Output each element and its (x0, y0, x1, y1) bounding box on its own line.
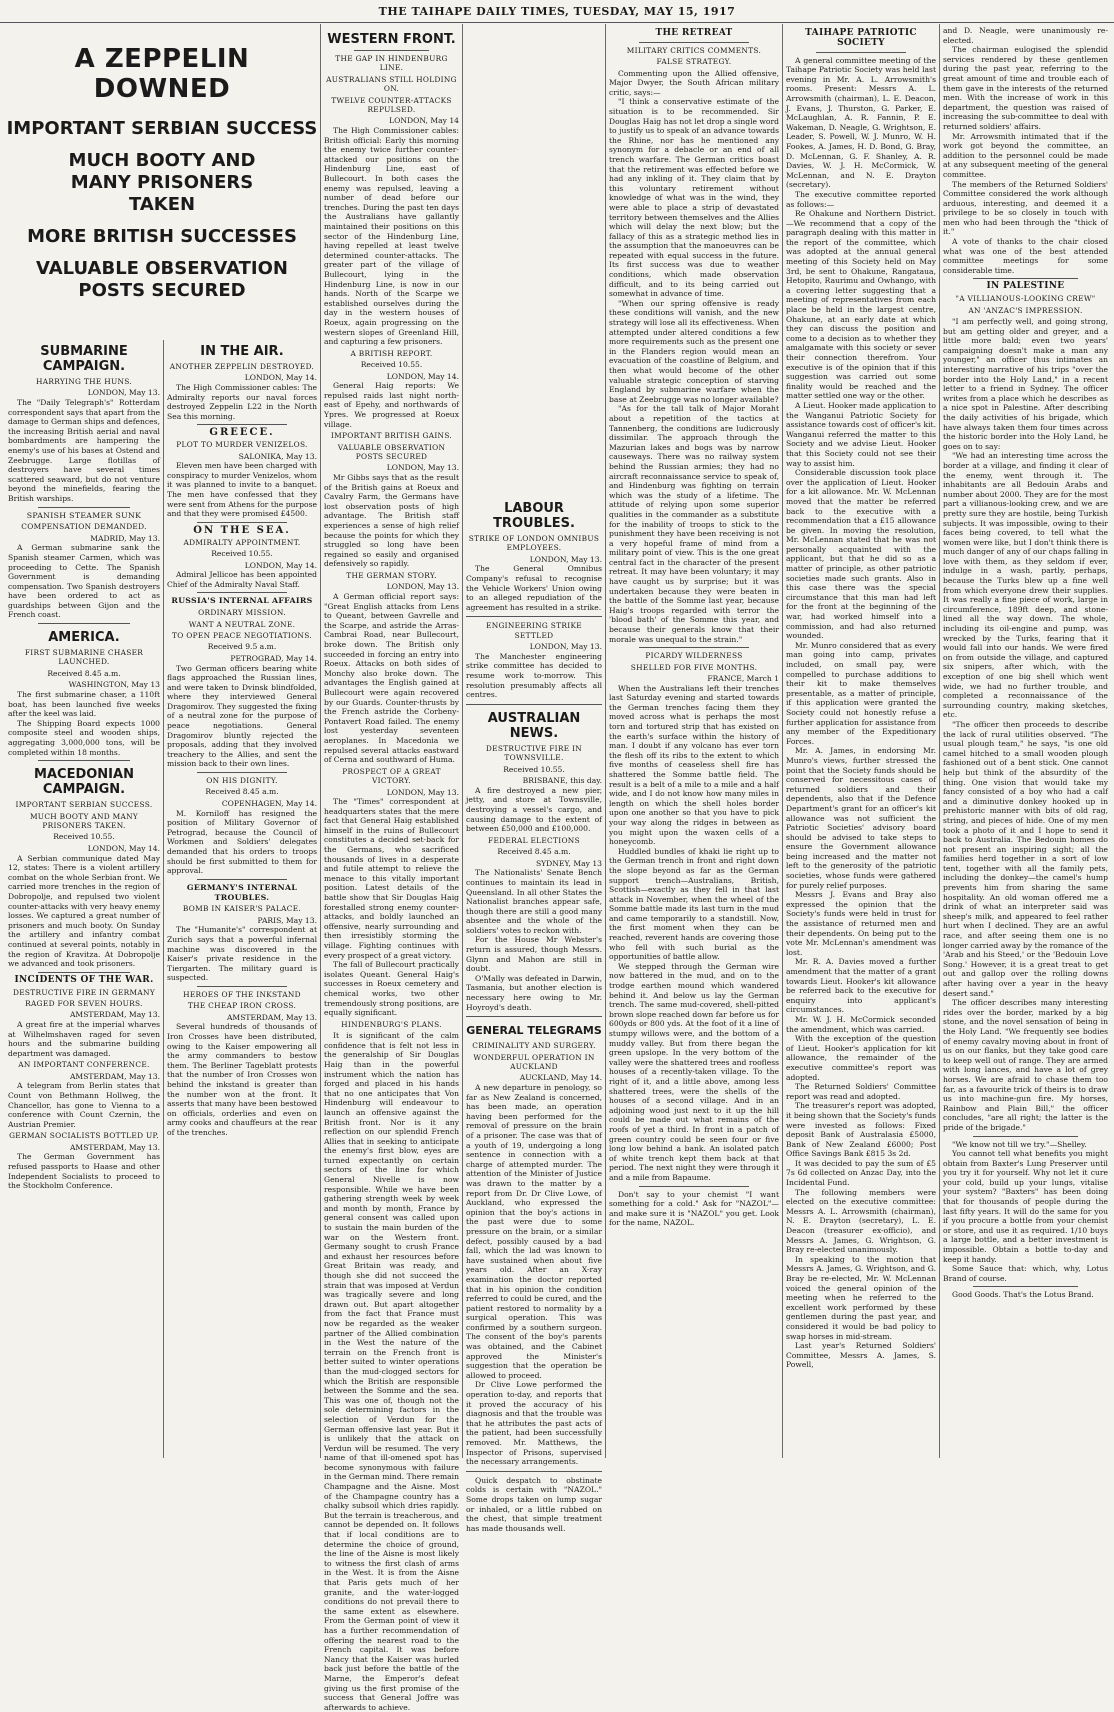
picardy-heading: PICARDY WILDERNESS (645, 651, 743, 661)
article-text: A vote of thanks to the chair closed what was one of the best attended committee meetings for some considerable time. (943, 237, 1108, 275)
macedonian-sub1: IMPORTANT SERBIAN SUCCESS. (15, 800, 153, 810)
western-heading: WESTERN FRONT. (327, 32, 456, 47)
article-text: A German official report says: "Great English attacks from Lens to Queant, between Gavrelle and the Scarpe, and astride the Arras-Cambrai Road, near Bullecourt, broke down. The British only succeeded in forcing an entry into Roeux. Attacks on both sides of Monchy also broke down. The advantages the English gained at Bullecourt were again recovered by our Guards. Counter-thrusts by the French astride the Corbeny-Pontavert Road failed. The enemy lost yesterday seventeen aeroplanes. In Macedonia we repulsed several attacks eastward of Cerna and southward of Huma. (324, 592, 459, 765)
socialists-heading: GERMAN SOCIALISTS BOTTLED UP. (9, 1131, 159, 1141)
received-time: Received 10.55. (503, 764, 565, 774)
plans-heading: HINDENBURG'S PLANS. (341, 1019, 442, 1029)
article-text: In speaking to the motion that Messrs A. James, G. Wrightson, and G. Bray be re-elected, Mr. W. McLennan voiced the general opinion of the meeting when he referred to the excellent work performed by these gentlemen during the past year, and considered it would be bad policy to swap horses in mid-stream. (786, 1254, 936, 1341)
article-text: The chairman eulogised the splendid services rendered by these gentlemen during the past year, referring to the great amount of time and trouble each of them gave in the interests of the returned men. With the increase of work in this department, the question was raised of increasing the sub-committee to deal with returned soldiers' affairs. (943, 45, 1108, 131)
article-text: The officer describes many interesting rides over the border, marked by a big stone, and the novel sensation of being in the Holy Land. "We frequently see bodies of enemy cavalry moving about in front of us on our flanks, but they take good care to keep well out of range. They are armed with long lances, and have a lot of grey horses. We are afraid to chase them too far, as a favourite trick of theirs is to draw us into machine-gun fire. My horses, Rainbow and Plain Bill," the officer concludes, "are all right; the latter is the pride of the brigade." (943, 998, 1108, 1132)
dateline: FRANCE, March 1 (707, 674, 779, 684)
article-text: Dr Clive Lowe performed the operation to-day, and reports that it proved the accuracy of his diagnosis and that the trouble was that he attributes the past acts of the patient, had been successfully removed. Mr. Matthews, the Inspector of Prisons, supervised the necessary arrangements. (466, 1380, 602, 1467)
article-text: A Lieut. Hooker made application to the Wanganui Patriotic Society for assistance towards cost of officer's kit. Wanganui referred the matter to this Society and we advise Lieut. Hooker that this Society could not see their way to assist him. (786, 400, 936, 468)
article-text: "I think a conservative estimate of the situation is to be recommended. Sir Douglas Haig has not let drop a single word to justify us to speak of an advance towards the Rhine, nor has he mentioned any synonym for a debacle or an end of all trench warfare. The German critics boast that the retirement was effected before we had any inkling of it. They claim that by this voluntary retirement without knowledge of what was in the wind, they were able to place a strip of devastated territory between themselves and the Allies which will delay the next blow; but the fallacy of this as a strategic method lies in the assumption that the manoeuvres can be repeated with equal success in the future. Its first success was due to weather conditions, which made observation difficult, and to its being carried out somewhat in advance of time. (609, 97, 779, 299)
column-1b (167, 338, 317, 1458)
tel-sub1: CRIMINALITY AND SURGERY. (472, 1041, 596, 1051)
headline-british: MORE BRITISH SUCCESSES (27, 226, 297, 247)
submarine-subheading: HARRYING THE HUNS. (35, 377, 132, 386)
retreat-sub1: MILITARY CRITICS COMMENTS. (626, 45, 762, 55)
dateline: LONDON, May 13. (386, 787, 459, 797)
dateline: BRISBANE, this day. (522, 776, 602, 786)
palestine-heading: IN PALESTINE (986, 281, 1065, 292)
retreat-sub2: FALSE STRATEGY. (656, 57, 732, 67)
article-text: We stepped through the German wire now battered in the mud, and on to the trodge earthen mound which wandered behind it. And below us lay the German trench. The same mud-covered, shell-pitted brown slope reached down far before us for 600yds or 800 yds. At the foot of it a line of stumpy willows were, and the bottom of a muddy valley. But from there began the green upslope. In the very bottom of the valley were the shattered trees and roofless houses of a recently-taken village. To the right of it, and a little above, among less shattered trees, were the shells of the houses of a second village. And in an adjoining wood just next to it up the hill could be made out what remains of the roofs of yet a third. In front in a patch of green country could be seen four or five long low behind a bank. An isolated patch of white trench kept them back at that period. The next night they were through it and a mile from Bapaume. (609, 961, 779, 1182)
column-5 (943, 26, 1108, 1458)
dateline: LONDON, May 14. (244, 560, 317, 570)
masthead-title: THE TAIHAPE DAILY TIMES, TUESDAY, MAY 15, 1917 (378, 5, 736, 18)
article-text: The Nationalists' Senate Bench continues to maintain its lead in Queensland. In all other States the Nationalist branches appear safe, though there are still a good many absentee and the whole of the soldiers' votes to reckon with. (466, 868, 602, 935)
article-text: The following members were elected on the executive committee: Messrs A. L. Arrowsmith (chairman), N. E. Drayton (secretary), L. E. Deacon (treasurer ex-officio), and Messrs A. James, G. Wrightson, G. Bray re-elected unanimously. (786, 1187, 936, 1255)
picardy-subheading: SHELLED FOR FIVE MONTHS. (630, 662, 758, 672)
conference-heading: AN IMPORTANT CONFERENCE. (18, 1060, 150, 1070)
advert-quote: "We know not till we try."—Shelley. (952, 1139, 1087, 1149)
article-text: The members of the Returned Soldiers' Committee considered the work although arduous, interesting, and deemed it a privilege to be so closely in touch with men who had been through the "thick of it." (943, 179, 1108, 237)
spanish-heading: SPANISH STEAMER SUNK (26, 510, 142, 520)
dateline: AMSTERDAM, May 13. (226, 1012, 317, 1022)
dignity-heading: ON HIS DIGNITY. (206, 776, 278, 786)
article-text: and D. Neagle, were unanimously re-elected. (943, 26, 1108, 45)
article-text: A new departure in penology, so far as New Zealand is concerned, has been made, an operation having been performed for the removal of pressure on the brain of a prisoner. The case was that of a youth of 19, undergoing a long sentence in connection with a charge of attempted murder. The attention of the Minister of Justice was drawn to the matter by a report from Dr. Dr Clive Lowe, of Auckland, who expressed the opinion that the boy's actions in the past were due to some pressure on the brain, or a similar defect, possibly caused by a bad fall, which the lad was known to have sustained when about five years old. After an X-ray examination the doctor reported that in his opinion the condition referred to could be cured, and the patient restored to normality by a surgical operation. This was confirmed by a southern surgeon. The consent of the boy's parents was obtained, and the Cabinet approved the Minister's suggestion that the operation be allowed to proceed. (466, 1083, 602, 1380)
retreat-heading: THE RETREAT (655, 28, 733, 38)
article-text: The High Commissioner cables: The Admiralty reports our naval forces destroyed Zeppelin L22 in the North Sea this morning. (167, 383, 317, 421)
article-text: Two German officers bearing white flags approached the Russian lines, and were taken to Dvinsk blindfolded, where they interviewed General Dragomirov. They suggested the fixing of a neutral zone for the purpose of peace negotiations. General Dragomirov bluntly rejected the proposals, adding that they involved treachery to the Allies, and sent the mission back to their own lines. (167, 663, 317, 769)
macedonian-sub2: MUCH BOOTY AND MANY PRISONERS TAKEN. (29, 811, 139, 831)
article-text: Mr. Munro considered that as every man going into camp, privates included, on small pay, were compelled to purchase additions to their kit to make themselves presentable, as a matter of principle, if this application were granted the Society could not honestly refuse a further application for assistance from any member of the Expeditionary Forces. (786, 640, 936, 746)
incidents-sub2: RAGED FOR SEVEN HOURS. (25, 998, 143, 1008)
column-1a (8, 338, 160, 1458)
front-headlines (6, 26, 318, 326)
gains-heading: IMPORTANT BRITISH GAINS. (330, 431, 453, 441)
air-heading: IN THE AIR. (200, 344, 284, 359)
prospect-heading: PROSPECT OF A GREAT VICTORY. (342, 766, 441, 786)
macedonian-heading: MACEDONIAN CAMPAIGN. (34, 767, 134, 798)
article-text: The "Humanite's" correspondent at Zurich says that a powerful infernal machine was discovered in the Kaiser's private residence in the Tiergarten. The military guard is suspected. (167, 925, 317, 983)
article-text: Last year's Returned Soldiers' Committee, Messrs A. James, S. Powell, (786, 1341, 936, 1370)
received-time: Received 10.55. (53, 832, 115, 842)
tel-sub2: WONDERFUL OPERATION IN AUCKLAND (473, 1052, 595, 1072)
dateline: AMSTERDAM, May 13. (69, 1010, 160, 1020)
dateline: SYDNEY, May 13 (535, 858, 602, 868)
sea-heading: ON THE SEA. (193, 524, 291, 536)
headline-observation: VALUABLE OBSERVATION POSTS SECURED (36, 258, 288, 301)
greece-subheading: PLOT TO MURDER VENIZELOS. (176, 440, 308, 450)
article-text: Re Ohakune and Northern District.—We recommend that a copy of the paragraph dealing with this matter in the report of the committee, which was adopted at the annual general meeting of this Society held on May 3rd, be sent to Ohakune, Rangataua, Hetopito, Raurimu and Owhango, with a covering letter suggesting that a meeting of representatives from each place be held in the largest centre, Ohakune, at an early date at which they can discuss the position and come to a decision as to whether they amalgamate with this society or sever their connection therefrom. Your executive is of the opinion that if this suggestion was carried out some finality would be reached and the matter settled one way or the other. (786, 209, 936, 401)
article-text: Commenting upon the Allied offensive, Major Dwyer, the South African military critic, says:— (609, 68, 779, 97)
column-4 (786, 26, 936, 1458)
headline-zeppelin: A ZEPPELIN DOWNED (74, 44, 250, 104)
article-text: Several hundreds of thousands of Iron Crosses have been distributed, owing to the Kaiser empowering all the army commanders to bestow them. The Berliner Tageblatt protests that the number of Iron Crosses won behind the inkstand is greater than the number won at the front. It asserts that many have been bestowed on officials, orderlies and even on army cooks and chauffeurs at the rear of the trenches. (167, 1022, 317, 1137)
article-text: General Haig reports: We repulsed raids last night north-east of Epehy, and northwards of Ypres. We progressed at Roeux village. (324, 381, 459, 429)
dateline: LONDON, May 14. (386, 371, 459, 381)
palestine-sub1: "A VILLIANOUS-LOOKING CREW" (955, 294, 1096, 304)
article-text: The General Omnibus Company's refusal to recognise the Vehicle Workers' Union owing to an alleged repudiation of the agreement has resulted in a strike. (466, 564, 602, 612)
tel-heading: GENERAL TELEGRAMS (466, 1024, 602, 1038)
dateline: AMSTERDAM, May 13. (69, 1142, 160, 1152)
incidents-sub1: DESTRUCTIVE FIRE IN GERMANY (13, 987, 155, 997)
advert-text: Good Goods. That's the Lotus Brand. (952, 1290, 1094, 1300)
article-text: Messrs J. Evans and Bray also expressed the opinion that the Society's funds were held in trust for the assistance of returned men and their dependents. On being put to the vote Mr. McLennan's amendment was lost. (786, 890, 936, 957)
dateline: SALONIKA, May 13. (238, 451, 317, 461)
gains-subheading: VALUABLE OBSERVATION POSTS SECURED (337, 442, 446, 462)
column-2 (324, 26, 459, 1712)
labour-heading: LABOUR TROUBLES. (493, 501, 575, 531)
dateline: MADRID, May 13. (90, 533, 160, 543)
article-text: "As for the tall talk of Major Moraht about a repetition of the tactics at Tannenberg, the conditions are ludicrously dissimilar. The approach through the Mazurian lakes and bogs was by narrow causeways. There was no railway system behind the Russian armies; they had no aircraft reconnaissance service to speak of, and Hindenburg was fighting on terrain which was the study of a lifetime. The attitude of relying upon some superior qualities in the commander as a substitute for the inability of troops to stick to the punishment they have been receiving is not a very hopeful frame of mind from a military point of view. This is the one great central fact in the character of the present retreat. It may have been voluntary; it may have caught us by surprise; but it was undertaken because they were beaten in the battle of the Somme last year, because Haig's troops regarded with terror the 'blood bath' of the Somme this year, and because their generals know that their morale was unequal to the strain." (609, 404, 779, 644)
article-text: Mr. A. James, in endorsing Mr. Munro's views, further stressed the point that the Society funds should be conserved for necessitous cases of returned soldiers and their dependents, also that if the Defence Department's grant for an officer's kit allowance was not sufficient the Patriotic Societies' advisory board should be advised to take steps to ensure the Government allowance being increased and the matter not left to the generosity of the patriotic societies, whose funds were gathered for purely relief purposes. (786, 746, 936, 890)
western-sub1: THE GAP IN HINDENBURG LINE. (335, 54, 448, 73)
article-text: "The officer then proceeds to describe the lack of rural utilities observed. "The usual plough team," he says, "is one old camel hitched to a small wooden plough fashioned out of a bent stick. One cannot help but think of the absurdity of the thing. One vision that would take my fancy consisted of a boy who had a calf and a diminutive donkey hooked up in prehistoric manner with bits of old rag, string, and pieces of hide. One of my men took a photo of it and I hope to send it back to Australia. The Bedouin homes do not present an inspiring sight; all the families herd together in a sort of low tent, together with all the family pets, including the donkey—the camel's hump prevents him from sharing the same hospitality. An old woman offered me a drink of what an interpreter said was sheep's milk, and appeared to feel rather hurt when I declined. They are an awful race, and after seeing them one is no longer carried away by the romance of the 'Arab and his Steed,' or the 'Bedouin Love Song.' However, it is a great treat to get out and gallop over the rolling downs after having over a year in the heavy desert sand." (943, 719, 1108, 998)
greece-heading: GREECE. (209, 427, 275, 439)
article-text: O'Mally was defeated in Darwin, Tasmania, but another election is necessary here owing to Mr. Hoyroyd's death. (466, 973, 602, 1012)
article-text: Mr. Arrowsmith intimated that if the work got beyond the committee, an addition to the personnel could be made at any subsequent meeting of the general committee. (943, 131, 1108, 179)
fed-heading: FEDERAL ELECTIONS (488, 835, 580, 845)
article-text: A telegram from Berlin states that Count von Bethmann Hollweg, the Chancellor, has gone to Vienna to a conference with Count Czernin, the Austrian Premier. (8, 1081, 160, 1129)
advert-text: Quick despatch to obstinate colds is certain with "NAZOL." Some drops taken on lump sugar or inhaled, or a little rubbed on the chest, that simple treatment has made thousands well. (466, 1475, 602, 1533)
article-text: "We had an interesting time across the border at a village, and finding it clear of the enemy, went through it. The inhabitants are all Bedouin Arabs and number about 2000. They are for the most part a villianous-looking crew, and we are pretty sure they are hostile, being Turkish subjects. It was impossible, owing to their faces being covered, to tell what the women were like, but I don't think there is much danger of any of our chaps falling in love with them, as they seldom if ever, indulge in a wash, partly, perhaps, because the Turks blew up a fine well from which everyone drew their supplies. It was really a fine piece of work, large in circumference, 189ft deep, and stone-lined all the way down. The whole, including its oil-engine and pump, was wrecked by the Turks, fearing that it would fall into our hands. We were fired on from outside the village, and captured six snipers, after which, with the exception of one big shell which went wide, we had no further trouble, and completed a reconnaissance of the surrounding country, making sketches, etc. (943, 451, 1108, 720)
dateline: PARIS, May 13. (257, 915, 317, 925)
article-text: Considerable discussion took place over the application of Lieut. Hooker for a kit allowance. Mr. W. McLennan moved that the matter be referred back to the executive with a recommendation that a £15 allowance be given. In moving the resolution, Mr. McLennan stated that he was not personally acquainted with the applicant, but that he did so as a matter of principle, as other patriotic societies made such grants. Also in this case there was the special circumstance that this man had left for the front at the beginning of the war, had worked himself into a commission, and had also returned wounded. (786, 468, 936, 641)
received-time: Received 8.45 a.m. (497, 847, 571, 857)
aus-heading: AUSTRALIAN NEWS. (487, 710, 581, 741)
article-text: A fire destroyed a new pier, jetty, and store at Townsville, destroying a vessel's cargo, and causing damage to the extent of between £50,000 and £100,000. (466, 785, 602, 834)
sea-subheading: ADMIRALTY APPOINTMENT. (183, 537, 301, 547)
report-heading: A BRITISH REPORT. (350, 348, 433, 358)
article-text: The High Commissioner cables: British official: Early this morning the enemy twice further counter-attacked our positions on the Hindenburg Line, east of Bullecourt. In both cases the enemy was repulsed, leaving a number of dead before our trenches. During the past ten days the Australians have gallantly maintained their positions on this sector of the Hindenburg Line, having repelled at least twelve determined counter-attacks. The greater part of the village of Bullecourt, lying in the Hindenburg Line, is now in our hands. North of the Scarpe we established ourselves during the day in the western houses of Roeux, again progressing on the western slopes of Greenland Hill, and capturing a few prisoners. (324, 126, 459, 347)
russia-sub2: WANT A NEUTRAL ZONE. (188, 619, 296, 629)
article-text: The treasurer's report was adopted, it being shown that the Society's funds were invested as follows: Fixed deposit Bank of Australasia £5000, Bank of New Zealand £6000; Post Office Savings Bank £815 3s 2d. (786, 1101, 936, 1159)
article-text: Huddled bundles of khaki lie right up to the German trench in front and right down the slope beyond as far as the German support trench—Australians, British, Scottish—exactly as they fell in that last attack in November, when the wheel of the Somme battle made its last turn in the mud and came temporarily to a standstill. Now, the first moment when they can be reached, reverent hands are covering those who fell with such burial as the opportunities of battle allow. (609, 846, 779, 962)
received-time: Received 10.55. (360, 360, 423, 370)
article-text: The fall of Bullecourt practically isolates Queant. General Haig's successes in Roeux cemetery and chemical works, two other tremendously strong positions, are equally significant. (324, 960, 459, 1018)
dateline: LONDON, May 13. (87, 388, 160, 398)
article-text: Admiral Jellicoe has been appointed Chief of the Admiralty Naval Staff. (167, 570, 317, 589)
article-text: The Manchester engineering strike committee has decided to resume work to-morrow. This resolution presumably affects all centres. (466, 651, 602, 700)
labour-subheading: STRIKE OF LONDON OMNIBUS EMPLOYEES. (468, 534, 600, 553)
article-text: With the exception of the question of Lieut. Hooker's application for kit allowance, the remainder of the executive committee's report was adopted. (786, 1034, 936, 1082)
article-text: The executive committee reported as follows:— (786, 189, 936, 209)
received-time: Received 8.45 a.m. (47, 668, 121, 678)
air-subheading: ANOTHER ZEPPELIN DESTROYED. (169, 362, 315, 371)
dateline: COPENHAGEN, May 14. (221, 799, 317, 809)
spanish-subheading: COMPENSATION DEMANDED. (21, 522, 147, 532)
article-text: The German Government has refused passports to Haase and other Independent Socialists to proceed to the Stockholm Conference. (8, 1152, 160, 1191)
article-text: The "Times" correspondent at headquarters states that the mere fact that General Haig established himself in the ruins of Bullecourt constitutes a decided set-back for the Germans, who sacrificed thousands of lives in a desperate and futile attempt to relieve the menace to this vitally important position. Latest details of the battle show that Sir Douglas Haig forestalled strong enemy counter-attacks, and boldly launched an offensive, nearly surrounding and then irresistibly storming the village. Fighting continues with every prospect of a great victory. (324, 797, 459, 960)
palestine-sub2: AN 'ANZAC'S IMPRESSION. (968, 305, 1083, 315)
article-text: The "Daily Telegraph's" Rotterdam correspondent says that apart from the damage to German ships and defences, the increasing British aerial and naval bombardments are hampering the enemy's use of his bases at Ostend and Zeebrugge. Large flotillas of destroyers have several times scattered seaward, but do not venture beyond the minefields, fearing the British warships. (8, 398, 160, 503)
masthead (0, 0, 1114, 23)
article-text: A German submarine sank the Spanish steamer Carmen, which was proceeding to Cette. The Spanish Government is demanding compensation. Two Spanish destroyers have been ordered to act as guardships between Gijon and the French coast. (8, 543, 160, 620)
submarine-heading: SUBMARINE CAMPAIGN. (40, 344, 128, 374)
column-2b (466, 26, 602, 1533)
patriotic-heading: TAIHAPE PATRIOTIC SOCIETY (805, 28, 917, 48)
article-text: M. Korniloff has resigned the position of Military Governor of Petrograd, because the Council of Workmen and Soldiers' delegates demanded that his orders to troops should be first submitted to them for approval. (167, 808, 317, 876)
dateline: LONDON, May 14. (87, 844, 160, 854)
article-text: The Shipping Board expects 1000 composite steel and wooden ships, aggregating 3,000,000 tons, will be completed within 18 months. (8, 718, 160, 757)
dateline: LONDON, May 13. (386, 582, 459, 592)
dateline: AUCKLAND, May 14. (519, 1073, 602, 1083)
dateline: AMSTERDAM, May 13. (69, 1071, 160, 1081)
article-text: A general committee meeting of the Taihape Patriotic Society was held last evening in Mr. A. L. Arrowsmith's rooms. Present: Messrs A. L. Arrowsmith (chairman), L. E. Deacon, J. Evans, J. Thurston, G. Parker, E. McLaughlan, A. R. Fannin, P. E. Wakeman, D. Neagle, G. Wrightson, E. Leader, S. Powell, W. J. Munro, W. H. Fookes, A. James, H. D. Bond, G. Bray, D. McLennan, G. F. Shanley, A. R. Davies, W. J. H. McCormick, W. McLennan, and N. E. Drayton (secretary). (786, 55, 936, 190)
article-text: Eleven men have been charged with conspiracy to murder Venizelos, whom it was planned to invite to a banquet. The men have confessed that they were sent from Athens for the purpose and that they were promised £4500. (167, 461, 317, 519)
column-3 (609, 26, 779, 1458)
article-text: "When our spring offensive is ready these conditions will vanish, and the new strategy will lose all its effectiveness. When attempted under altered conditions a few more requirements such as the present one in the Flanders region would mean an evacuation of the coastline of Belgium, and then what would become of the other valuable strategic conception of starving England by submarine warfare when the base at Zeebrugge was no longer available? (609, 298, 779, 404)
article-text: Mr. R. A. Davies moved a further amendment that the matter of a grant towards Lieut. Hooker's kit allowance be referred back to the executive for enquiry into applicant's circumstances. (786, 957, 936, 1015)
article-text: Mr. W. J. H. McCormick seconded the amendment, which was carried. (786, 1014, 936, 1034)
article-text: The first submarine chaser, a 110ft boat, has been launched five weeks after the keel was laid. (8, 690, 160, 719)
headline-booty: MUCH BOOTY AND MANY PRISONERS TAKEN (68, 150, 256, 215)
article-text: A great fire at the imperial wharves at Wilhelmshaven raged for seven hours and the submarine building department was damaged. (8, 1019, 160, 1058)
dateline: LONDON, May 13. (529, 642, 602, 652)
heroes-heading: HEROES OF THE INKSTAND (183, 989, 301, 999)
germany-heading: GERMANY'S INTERNAL TROUBLES. (186, 882, 298, 902)
dateline: LONDON, May 13. (529, 554, 602, 564)
article-text: "I am perfectly well, and going strong, but am getting older and greyer, and a little more bald; even two years' campaigning doesn't make a man any younger," an officer thus intimates an interesting narrative of his trips "over the border into the Holy Land," in a recent letter to a friend in Sydney. The officer writes from a place which he describes as a nice spot in Palestine. After describing the daily activities of his brigade, which have always taken them four times across the historic border into the Holy Land, he goes on to say: (943, 317, 1108, 451)
story-heading: THE GERMAN STORY. (346, 571, 437, 580)
received-time: Received 10.55. (211, 548, 273, 558)
russia-sub3: TO OPEN PEACE NEGOTIATIONS. (172, 630, 312, 640)
aus-subheading: DESTRUCTIVE FIRE IN TOWNSVILLE. (485, 743, 583, 763)
article-text: When the Australians left their trenches last Saturday evening and started towards the German trenches facing them they moved across what is perhaps the most torn and tortured strip that has existed on the earth's surface within the history of man. I doubt if any volcano has ever torn the flesh off its ribs to the extent to which five months of ceaseless shell fire has shattered the Somme battle field. The result is a belt of a mile to a mile and a half wide, and I do not know how many miles in length on which the shell holes border upon one another so that you have to pick your way along the ridges in between as you might upon the waxen cells of a honeycomb. (609, 683, 779, 847)
dateline: LONDON, May 14 (389, 116, 459, 126)
received-time: Received 9.5 a.m. (207, 642, 277, 652)
dateline: PETROGRAD, May 14. (230, 653, 317, 663)
america-heading: AMERICA. (48, 630, 120, 646)
dateline: LONDON, May 13. (386, 463, 459, 473)
eng-heading: ENGINEERING STRIKE SETTLED (486, 621, 582, 640)
received-time: Received 8.45 a.m. (205, 787, 279, 797)
western-sub3: TWELVE COUNTER-ATTACKS REPULSED. (331, 95, 452, 115)
article-text: Mr Gibbs says that as the result of the British gains at Roeux and Cavalry Farm, the Germans have lost observation posts of high advantage. The British staff experiences a sense of high relief because the points for which they struggled so long have been regained so easily and organised defensively so rapidly. (324, 473, 459, 569)
advert-text: Don't say to your chemist "I want something for a cold." Ask for "NAZOL"—and make sure it is "NAZOL" you get. Look for the name, NAZOL. (609, 1189, 779, 1228)
russia-sub1: ORDINARY MISSION. (198, 608, 286, 618)
america-subheading: FIRST SUBMARINE CHASER LAUNCHED. (24, 648, 144, 667)
article-text: It is significant of the calm confidence that is felt not less in the generalship of Sir Douglas Haig than in the powerful instrument which the nation has forged and placed in his hands that no one anticipates that Von Hindenburg will endeavour to launch an offensive against the British front. Nor is it any reflection on our splendid French Allies that in seeking to anticipate the enemy's first blow, eyes are turned expectantly on certain sectors of the line for which General Nivelle is now responsible. While we have been gathering strength week by week and month by month, France by general consent was called upon to sustain the main burden of the war on the Western front. Germany sought to crush France and exhaust her resources before Great Britain was ready, and though she did not succeed the strain that was imposed at Verdun was tragically severe and long drawn out. But apart altogether from the fact that France must now be regarded as the weaker partner of the Allied combination in the West the nature of the terrain on the French front is better suited to winter operations than the mud-clogged sectors for which the British are responsible between the Somme and the sea. This was one of, though not the sole determining factors in the selection of Verdun for the German offensive last year. But it is unlikely that the attack on Verdun will be resumed. The very name of that ill-omened spot has become synonymous with failure in the German mind. There remain Champagne and the Aisne. Most of the Champagne country has a chalky subsoil which dries rapidly. But the terrain is treacherous, and cannot be depended on. It follows that if local conditions are to determine the choice of ground, the line of the Aisne is most likely to witness the first clash of arms in the West. It is from the Aisne that Paris gets much of her granite, and the water-logged conditions do not prevail there to the same extent as elsewhere. From the German point of view it has a further recommendation of offering the nearest road to the French capital. It was before Nancy that the Kaiser was hurled back just before the battle of the Marne, the Emperor's defeat giving us the first promise of the success that General Joffre was afterwards to achieve. (324, 1031, 459, 1712)
article-text: It was decided to pay the sum of £5 7s 6d collected on Anzac Day, into the Incidental Fund. (786, 1158, 936, 1188)
advert-text: You cannot tell what benefits you might obtain from Baxter's Lung Preserver until you try it for yourself. Why not let it cure your cold, build up your lungs, vitalise your system? "Baxters" has been doing that for thousands of people during the last fifty years. It will do the same for you if you procure a bottle from your chemist or store, and use it as required. 1/10 buys a large bottle, and a better investment is impossible. Obtain a bottle to-day and keep it handy. (943, 1149, 1108, 1264)
article-text: A Serbian communique dated May 12, states: There is a violent artillery combat on the whole Serbian front. We carried more trenches in the region of Dobropolje, and repulsed two violent counter-attacks with very heavy enemy losses. We captured a great number of prisoners and much booty. On Sunday the artillery and infantry combat continued at several points, notably in the region of Kravitza. At Dobropolje we advanced and took prisoners. (8, 853, 160, 969)
western-sub2: AUSTRALIANS STILL HOLDING ON. (326, 74, 457, 94)
dateline: LONDON, May 14. (244, 373, 317, 383)
germany-subheading: BOMB IN KAISER'S PALACE. (182, 904, 302, 914)
headline-serbian: IMPORTANT SERBIAN SUCCESS (6, 118, 318, 139)
russia-heading: RUSSIA'S INTERNAL AFFAIRS (171, 596, 313, 606)
article-text: The Returned Soldiers' Committee report was read and adopted. (786, 1082, 936, 1101)
article-text: For the House Mr Webster's return is assured, though Messrs. Glynn and Mahon are still in doubt. (466, 935, 602, 974)
heroes-subheading: THE CHEAP IRON CROSS. (187, 1001, 297, 1011)
incidents-heading: INCIDENTS OF THE WAR. (14, 974, 154, 985)
dateline: WASHINGTON, May 13 (68, 680, 160, 690)
advert-text: Some Sauce that: which, why, Lotus Brand of course. (943, 1264, 1108, 1283)
